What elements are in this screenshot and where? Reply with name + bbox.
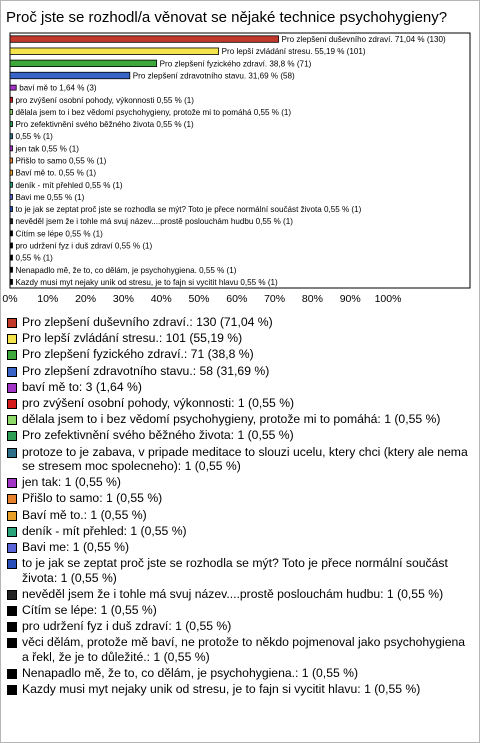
legend-swatch <box>7 383 17 393</box>
legend-swatch <box>7 590 17 600</box>
legend-label: Pro zefektivnění svého běžného života: 1 (0,55 %) <box>22 428 294 443</box>
legend-swatch <box>7 334 17 344</box>
legend-swatch <box>7 669 17 679</box>
bar-label-0: Pro zlepšení duševního zdraví. 71,04 % (130) <box>281 35 446 45</box>
bar-4 <box>10 85 16 90</box>
bar-label-18: 0,55 % (1) <box>15 253 53 263</box>
legend-label: to je jak se zeptat proč jste se rozhodla se mýt? Toto je přece normální součást života: 1 (0,55 %) <box>22 556 448 585</box>
x-tick-label-6: 60% <box>226 293 248 305</box>
legend-swatch <box>7 318 17 328</box>
legend-item <box>7 475 470 490</box>
legend-item <box>7 396 470 411</box>
legend-item <box>7 364 470 379</box>
legend-label: pro udržení fyz i duš zdraví: 1 (0,55 %) <box>22 619 232 634</box>
bar-1 <box>10 48 219 55</box>
bar-9 <box>10 146 13 151</box>
legend-label: Přišlo to samo: 1 (0,55 %) <box>22 491 163 506</box>
legend-swatch <box>7 511 17 521</box>
bar-20 <box>10 279 13 284</box>
bar-19 <box>10 267 13 272</box>
bar-6 <box>10 109 13 114</box>
bar-label-14: to je jak se zeptat proč jste se rozhodla se mýt? Toto je přece normální součást života 0,55 % (1) <box>15 205 362 215</box>
legend-item <box>7 331 470 346</box>
bar-8 <box>10 134 13 139</box>
legend-swatch <box>7 494 17 504</box>
bar-17 <box>10 243 13 248</box>
bar-label-13: Bavi me 0,55 % (1) <box>15 192 85 202</box>
legend-item <box>7 524 470 539</box>
legend-label: baví mě to: 3 (1,64 %) <box>22 379 142 394</box>
legend-item <box>7 666 470 681</box>
legend-label: Nenapadlo mě, že to, co dělám, je psychohygiena.: 1 (0,55 %) <box>22 666 359 681</box>
legend-swatch <box>7 478 17 488</box>
legend-swatch <box>7 622 17 632</box>
x-tick-label-7: 70% <box>264 293 286 305</box>
bar-label-8: 0,55 % (1) <box>15 132 53 142</box>
bar-label-6: dělala jsem to i bez vědomí psychohygieny, protože mi to pomáhá 0,55 % (1) <box>15 107 292 117</box>
bar-14 <box>10 207 13 212</box>
x-tick-label-2: 20% <box>75 293 97 305</box>
x-tick-label-10: 100% <box>374 293 402 305</box>
bar-label-1: Pro lepší zvládání stresu. 55,19 % (101) <box>221 47 366 57</box>
bar-label-3: Pro zlepšení zdravotního stavu. 31,69 % (58) <box>132 71 295 81</box>
legend-item <box>7 412 470 427</box>
x-tick-label-8: 80% <box>301 293 323 305</box>
bar-7 <box>10 122 13 127</box>
bar-10 <box>10 158 13 163</box>
bar-label-15: nevěděl jsem že i tohle má svuj název....prostě poslouchám hudbu 0,55 % (1) <box>15 217 293 227</box>
bar-label-10: Přišlo to samo 0,55 % (1) <box>15 156 107 166</box>
bar-18 <box>10 255 13 260</box>
legend-label: Pro zlepšení zdravotního stavu.: 58 (31,69 %) <box>22 363 270 378</box>
legend-label: dělala jsem to i bez vědomí psychohygieny, protože mi to pomáhá: 1 (0,55 %) <box>22 412 441 427</box>
legend-swatch <box>7 559 17 569</box>
legend-swatch <box>7 685 17 695</box>
legend-label: pro zvýšení osobní pohody, výkonnosti: 1 (0,55 %) <box>22 395 295 410</box>
bar-label-16: Cítím se lépe 0,55 % (1) <box>15 229 103 239</box>
legend-swatch <box>7 431 17 441</box>
legend-label: Pro zlepšení fyzického zdraví.: 71 (38,8 %) <box>22 347 254 362</box>
legend-item <box>7 556 470 585</box>
legend-label: Pro zlepšení duševního zdraví.: 130 (71,04 %) <box>22 315 273 329</box>
bar-13 <box>10 194 13 199</box>
legend-swatch <box>7 350 17 360</box>
bar-label-9: jen tak 0,55 % (1) <box>15 144 79 154</box>
legend-item <box>7 347 470 362</box>
chart-title: Proč jste se rozhodl/a věnovat se nějaké technice psychohygieny? <box>6 9 448 26</box>
legend-label: Cítím se lépe: 1 (0,55 %) <box>22 603 157 617</box>
legend-label: Kazdy musi myt nejaky unik od stresu, je to fajn si vycitit hlavu: 1 (0,55 %) <box>22 682 421 697</box>
bar-12 <box>10 182 13 187</box>
legend-swatch <box>7 415 17 425</box>
bar-11 <box>10 170 13 175</box>
legend-swatch <box>7 606 17 616</box>
legend-swatch <box>7 399 17 409</box>
legend-item <box>7 508 470 523</box>
x-tick-label-0: 0% <box>2 293 18 305</box>
legend-item <box>7 540 470 555</box>
bar-label-7: Pro zefektivnění svého běžného života 0,55 % (1) <box>15 120 194 130</box>
bar-label-5: pro zvýšení osobní pohody, výkonnosti 0,55 % (1) <box>15 95 194 105</box>
legend-label: věci dělám, protože mě baví, ne protože to někdo pojmenoval jako psychohygiena a řekl, že je to důležité.: 1 (0,55 %) <box>22 635 466 664</box>
x-tick-label-1: 10% <box>37 293 59 305</box>
bar-label-19: Nenapadlo mě, že to, co dělám, je psychohygiena. 0,55 % (1) <box>15 265 237 275</box>
legend-label: Pro lepší zvládání stresu.: 101 (55,19 %) <box>22 331 243 346</box>
bar-0 <box>10 36 279 43</box>
legend-item <box>7 315 470 330</box>
bar-3 <box>10 72 130 79</box>
bar-label-17: pro udržení fyz i duš zdraví 0,55 % (1) <box>15 241 153 251</box>
bar-label-11: Baví mě to. 0,55 % (1) <box>15 168 97 178</box>
legend-item <box>7 603 470 618</box>
bar-15 <box>10 219 13 224</box>
legend-label: protoze to je zabava, v pripade meditace to slouzi ucelu, ktery chci (ktery ale nema se stresem moc spolecneho): 1 (0,55 %) <box>22 444 468 473</box>
legend-item <box>7 587 470 602</box>
legend-label: jen tak: 1 (0,55 %) <box>22 475 121 490</box>
legend-label: Baví mě to.: 1 (0,55 %) <box>22 507 147 522</box>
legend-label: deník - mít přehled: 1 (0,55 %) <box>22 523 187 538</box>
bar-label-12: deník - mít přehled 0,55 % (1) <box>15 180 123 190</box>
bar-16 <box>10 231 13 236</box>
bar-label-2: Pro zlepšení fyzického zdraví. 38,8 % (71) <box>159 59 312 69</box>
x-tick-label-5: 50% <box>188 293 210 305</box>
legend-item <box>7 380 470 395</box>
bar-5 <box>10 97 13 102</box>
legend-label: nevěděl jsem že i tohle má svuj název....prostě poslouchám hudbu: 1 (0,55 %) <box>22 586 444 601</box>
legend-item <box>7 428 470 443</box>
x-tick-label-9: 90% <box>339 293 361 305</box>
legend-item <box>7 619 470 634</box>
x-tick-label-3: 30% <box>112 293 134 305</box>
legend-swatch <box>7 638 17 648</box>
legend-swatch <box>7 367 17 377</box>
bar-chart <box>0 0 480 315</box>
legend-swatch <box>7 448 17 458</box>
bar-label-4: baví mě to 1,64 % (3) <box>19 83 97 93</box>
legend-swatch <box>7 543 17 553</box>
x-tick-label-4: 40% <box>150 293 172 305</box>
legend-item <box>7 635 470 664</box>
legend-item <box>7 682 470 697</box>
bar-label-20: Kazdy musi myt nejaky unik od stresu, je to fajn si vycitit hlavu 0,55 % (1) <box>15 277 278 287</box>
legend-item <box>7 491 470 506</box>
legend-item <box>7 445 470 474</box>
legend-swatch <box>7 527 17 537</box>
bar-2 <box>10 60 157 67</box>
chart-legend <box>7 315 470 698</box>
legend-label: Bavi me: 1 (0,55 %) <box>22 539 130 554</box>
